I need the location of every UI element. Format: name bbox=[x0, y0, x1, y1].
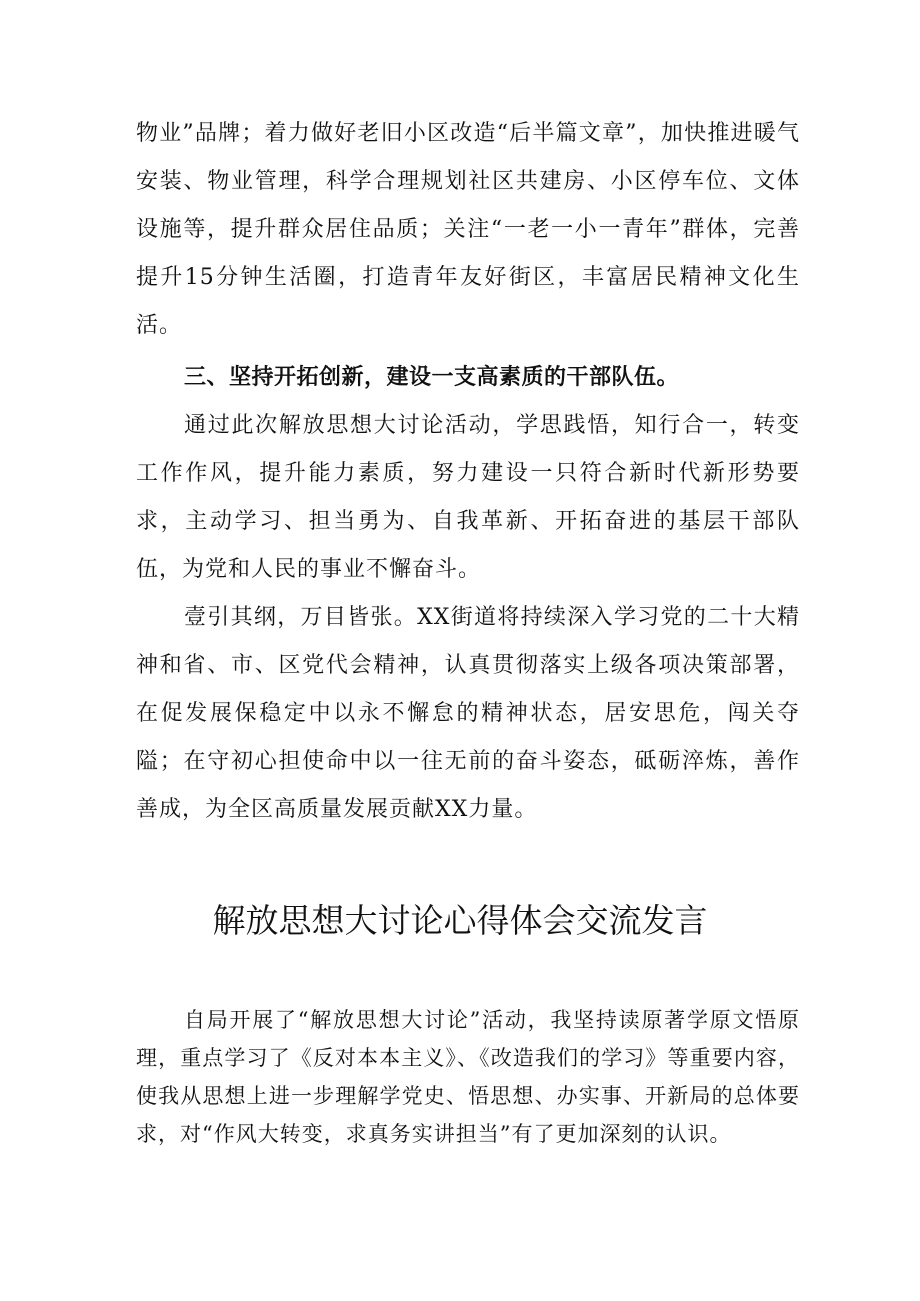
paragraph-intro: 自局开展了“解放思想大讨论”活动，我坚持读原著学原文悟原理，重点学习了《反对本本主义》、《改造我们的学习》等重要内容，使我从思想上进一步理解学党史、悟思想、办实事、开新局的总体要求，对“作风大转变，求真务实讲担当”有了更加深刻的认识。 bbox=[136, 1008, 800, 1146]
paragraph-work-style: 通过此次解放思想大讨论活动，学思践悟，知行合一，转变工作作风，提升能力素质，努力建设一只符合新时代新形势要求，主动学习、担当勇为、自我革新、开拓奋进的基层干部队伍，为党和人民的事业不懈奋斗。 bbox=[136, 413, 800, 582]
document-body-section-1 bbox=[136, 110, 800, 834]
document-body-section-2 bbox=[136, 1001, 800, 1153]
section-heading-3: 三、坚持开拓创新，建设一支高素质的干部队伍。 bbox=[184, 365, 680, 390]
paragraph-property-and-community: 物业”品牌；着力做好老旧小区改造“后半篇文章”，加快推进暖气安装、物业管理，科学合理规划社区共建房、小区停车位、文体设施等，提升群众居住品质；关注“一老一小一青年”群体，完善提升15分钟生活圈，打造青年友好街区，丰富居民精神文化生活。 bbox=[136, 121, 800, 338]
paragraph-conclusion: 壹引其纲，万目皆张。XX街道将持续深入学习党的二十大精神和省、市、区党代会精神，认真贯彻落实上级各项决策部署，在促发展保稳定中以永不懈怠的精神状态，居安思危，闯关夺隘；在守初心担使命中以一往无前的奋斗姿态，砥砺淬炼，善作善成，为全区高质量发展贡献XX力量。 bbox=[136, 605, 800, 822]
document-title: 解放思想大讨论心得体会交流发言 bbox=[212, 901, 708, 940]
